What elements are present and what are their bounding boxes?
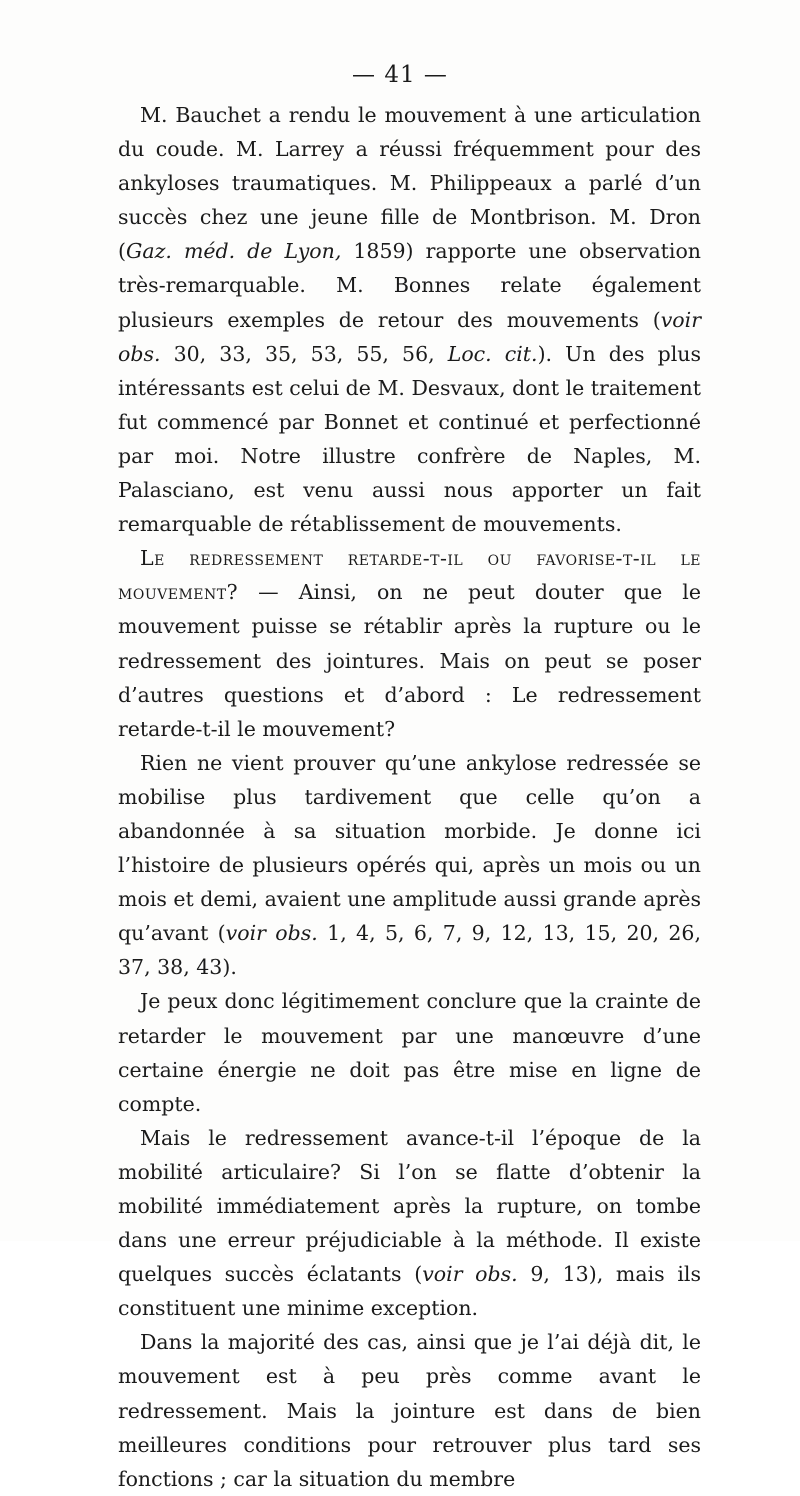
text-run: ). Un des plus intéressants est celui de M. Desvaux, dont le traitement fut commencé par Bonnet et continué et perfectionné par moi. Notre illustre confrère de Naples, M. Palasciano, est venu aussi nous apporter un fait remarquable de rétablissement de mouvements. <box>118 341 701 537</box>
text-run: 1859) rapporte une observation très-remarquable. M. Bonnes relate également plusieurs exemples de retour des mouvements ( <box>118 239 702 332</box>
body-text <box>118 98 701 1496</box>
paragraph-3 <box>118 746 701 985</box>
citation-italic: Loc. cit. <box>447 341 538 366</box>
text-run: Dans la majorité des cas, ainsi que je l’ai déjà dit, le mouvement est à peu près comme avant le redressement. Mais la jointure est dans de bien meilleures conditions pour retrouver plus tard ses fonctions ; car la situation du membre <box>118 1330 701 1491</box>
citation-italic: Gaz. méd. de Lyon, <box>126 239 342 264</box>
citation-italic: voir obs. <box>225 921 318 946</box>
citation-italic: voir obs. <box>422 1262 518 1287</box>
text-run: Rien ne vient prouver qu’une ankylose redressée se mobilise plus tardivement que celle qu’on a abandonnée à sa situation morbide. Je donne ici l’histoire de plusieurs opérés qui, après un mois ou un mois et demi, avaient une amplitude aussi grande après qu’avant ( <box>118 750 701 946</box>
page-number: — 41 — <box>352 62 448 88</box>
text-run: Mais le redressement avance-t-il l’époque de la mobilité articulaire? Si l’on se flatte d’obtenir la mobilité immédiatement après la rupture, on tombe dans une erreur préjudiciable à la méthode. Il existe quelques succès éclatants ( <box>118 1125 701 1287</box>
citation-italic: voir obs. <box>118 307 701 366</box>
text-run: Je peux donc légitimement conclure que la crainte de retarder le mouvement par une manœuvre d’une certaine énergie ne doit pas être mise en ligne de compte. <box>118 989 701 1116</box>
text-run: 30, 33, 35, 53, 55, 56, <box>160 341 448 366</box>
text-run: — Ainsi, on ne peut douter que le mouvement puisse se rétablir après la rupture ou le redressement des jointures. Mais on peut se poser d’autres questions et d’abord : Le redressement retarde-t-il le mouvement? <box>118 580 701 741</box>
section-heading: Le redressement retarde-t-il ou favorise-t-il le mouvement? <box>118 546 701 605</box>
paragraph-4 <box>118 984 701 1120</box>
text-run: 9, 13), mais ils constituent une minime exception. <box>118 1262 701 1321</box>
text-run: M. Bauchet a rendu le mouvement à une articulation du coude. M. Larrey a réussi fréquemment pour des ankyloses traumatiques. M. Philippeaux a parlé d’un succès chez une jeune fille de Montbrison. M. Dron ( <box>118 103 701 264</box>
paragraph-2 <box>118 541 701 746</box>
paragraph-5 <box>118 1121 701 1326</box>
text-run: 1, 4, 5, 6, 7, 9, 12, 13, 15, 20, 26, 37, 38, 43). <box>118 921 701 980</box>
paragraph-1 <box>118 98 701 541</box>
paragraph-6 <box>118 1325 701 1495</box>
